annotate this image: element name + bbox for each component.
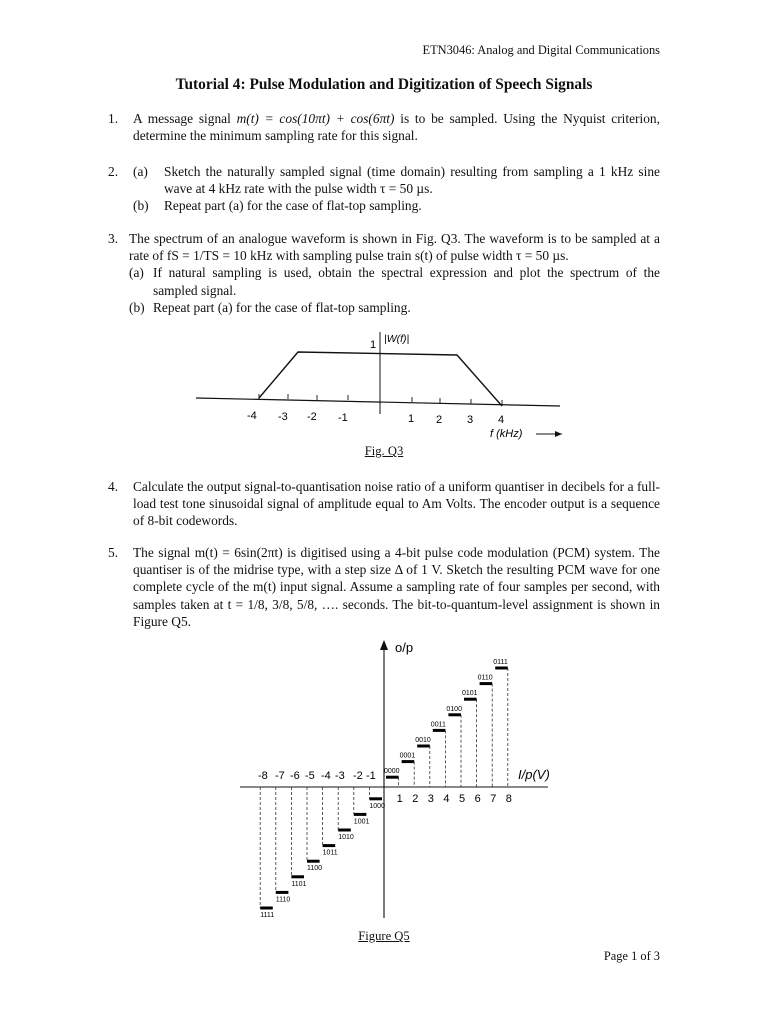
question-1-number: 1. bbox=[108, 111, 119, 126]
question-3-number: 3. bbox=[108, 231, 119, 246]
q5-code-label: 1111 bbox=[260, 912, 275, 919]
page-title: Tutorial 4: Pulse Modulation and Digitization of Speech Signals bbox=[175, 76, 593, 93]
q5-code-label: 0011 bbox=[430, 721, 446, 729]
q5-tick-label: 6 bbox=[474, 793, 481, 805]
q5-code-label: 0110 bbox=[477, 674, 493, 682]
q5-tick-label: -6 bbox=[290, 770, 300, 782]
question-2-number: 2. bbox=[108, 164, 119, 179]
q5-code-label: 1110 bbox=[275, 896, 291, 904]
q2b-label: (b) bbox=[133, 198, 149, 214]
q3-y-label: |W(f)| bbox=[384, 333, 410, 345]
q3-intro: The spectrum of an analogue waveform is shown in Fig. Q3. The waveform is to be sampled at a rate of fS = 1/TS = 10 kHz with sampling pulse train s(t) of pulse width τ = 50 µs. bbox=[129, 231, 660, 264]
q5-tick-label: -2 bbox=[353, 770, 363, 782]
q5-tick-label: -4 bbox=[321, 770, 331, 782]
q5-code-label: 1001 bbox=[353, 818, 370, 826]
q5-code-label: 0101 bbox=[462, 690, 478, 698]
q5-y-label: o/p bbox=[395, 640, 414, 655]
q3-tick-label: 1 bbox=[408, 413, 415, 425]
q5-code-label: 1011 bbox=[322, 849, 338, 857]
q5-code-label: 0111 bbox=[493, 659, 508, 666]
q2a-text: Sketch the naturally sampled signal (time domain) resulting from sampling a 1 kHz sine wave at 4 kHz rate with the pulse width τ = 50 µs. bbox=[164, 164, 660, 197]
q5-code-label: 0001 bbox=[399, 752, 416, 760]
q3b-label: (b) bbox=[129, 299, 145, 315]
q5-tick-label: 3 bbox=[427, 793, 434, 805]
q3-tick-label: 4 bbox=[498, 414, 505, 426]
q1-formula: m(t) = cos(10πt) + cos(6πt) bbox=[236, 111, 395, 126]
q3-tick-label: 3 bbox=[467, 414, 474, 426]
figure-q3-caption: Fig. Q3 bbox=[364, 444, 404, 458]
q5-tick-label: 5 bbox=[459, 793, 466, 805]
q3-tick-label: -4 bbox=[247, 410, 257, 422]
page-number: Page 1 of 3 bbox=[603, 949, 660, 963]
q3-tick-label: -3 bbox=[278, 411, 288, 423]
course-header: ETN3046: Analog and Digital Communications bbox=[422, 43, 660, 57]
q5-tick-label: -7 bbox=[275, 770, 285, 782]
q5-code-label: 0000 bbox=[384, 768, 400, 776]
question-5-number: 5. bbox=[108, 545, 119, 560]
q5-code-label: 1100 bbox=[307, 865, 323, 873]
q3-tick-label: -1 bbox=[338, 412, 348, 424]
q1-text-a: A message signal bbox=[133, 111, 237, 126]
q5-code-label: 1000 bbox=[369, 802, 385, 810]
q5-tick-label: 7 bbox=[490, 793, 497, 805]
q5-x-label: I/p(V) bbox=[518, 767, 550, 782]
question-5-text: The signal m(t) = 6sin(2πt) is digitised using a 4-bit pulse code modulation (PCM) system. The quantiser is of the midrise type, with a step size Δ of 1 V. Sketch the resulting PCM wave for one complete cycle of the m(t) input signal. Assume a sampling rate of four samples per second, with samples taken at t = 1/8, 3/8, 5/8, …. seconds. The bit-to-quantum-level assignment is shown in Figure Q5. bbox=[133, 545, 660, 629]
q5-tick-label: 4 bbox=[443, 793, 450, 805]
q3-peak-label: 1 bbox=[370, 339, 377, 351]
question-4-text: Calculate the output signal-to-quantisation noise ratio of a uniform quantiser in decibels for a full-load test tone sinusoidal signal of amplitude equal to Am Volts. The encoder output is a sequence of 8-bit codewords. bbox=[133, 479, 660, 529]
q5-tick-label: 8 bbox=[505, 793, 512, 805]
q3-tick-label: 2 bbox=[436, 414, 443, 426]
q3a-text: If natural sampling is used, obtain the spectral expression and plot the spectrum of the sampled signal. bbox=[153, 265, 660, 298]
q5-code-label: 1010 bbox=[338, 834, 354, 841]
q3-tick-label: -2 bbox=[307, 411, 317, 423]
q5-tick-label: -8 bbox=[258, 770, 268, 782]
q3b-text: Repeat part (a) for the case of flat-top sampling. bbox=[153, 299, 411, 315]
question-4-number: 4. bbox=[108, 479, 119, 494]
q5-code-label: 0100 bbox=[446, 705, 462, 713]
q3a-label: (a) bbox=[129, 265, 144, 281]
q2b-text: Repeat part (a) for the case of flat-top sampling. bbox=[164, 198, 422, 214]
q5-tick-label: -5 bbox=[305, 770, 315, 782]
q5-y-arrowhead bbox=[380, 640, 388, 650]
q2a-label: (a) bbox=[133, 164, 148, 179]
q5-code-label: 0010 bbox=[415, 737, 431, 744]
q5-tick-label: 1 bbox=[396, 793, 403, 805]
q3-x-label: f (kHz) bbox=[490, 428, 523, 440]
q1-text-b: is to be sampled. Using the Nyquist criterion, determine the minimum sampling rate for this signal. bbox=[133, 111, 660, 144]
q5-quantizer-marks bbox=[258, 659, 512, 919]
q5-tick-label: -3 bbox=[335, 770, 345, 782]
q5-tick-label: 2 bbox=[412, 793, 419, 805]
q5-tick-label: -1 bbox=[366, 770, 376, 782]
q5-code-label: 1101 bbox=[291, 880, 307, 888]
figure-q5-caption: Figure Q5 bbox=[358, 929, 410, 943]
